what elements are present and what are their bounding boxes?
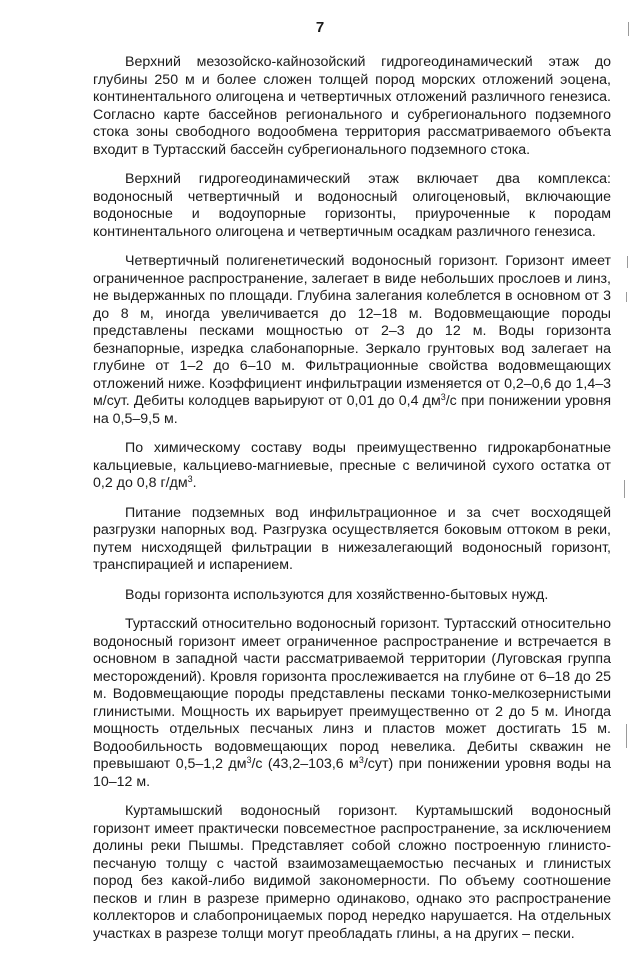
paragraph-text: Туртасский относительно водоносный горизонт. Туртасский относительно водоносный горизонт имеет ограниченное распространение и встречается в основном в западной части рассматриваемой территории (Луговская группа месторождений). Кровля горизонта прослеживается на глубине от 6–18 до 25 м. Водовмещающие породы представлены песками тонко-мелкозернистыми глинистыми. Мощность их варьирует преимущественно от 2 до 5 м. Иногда мощность отдельных песчаных линз и пластов может достигать 15 м. Водообильность водовмещающих пород невелика. Дебиты скважин не превышают 0,5–1,2 дм: [93, 616, 611, 772]
paragraph-text-tail: /с при понижении уровня на 0,5–9,5 м.: [93, 393, 611, 427]
paragraph-quaternary-horizon: [93, 253, 611, 428]
paragraph-text-tail: /сут) при понижении уровня воды на 10–12 м.: [93, 756, 611, 790]
paragraph-complexes: [93, 171, 611, 241]
scan-mark: [628, 22, 629, 36]
paragraph-turtas-horizon: [93, 616, 611, 791]
page-body: [93, 54, 611, 955]
scan-mark: [626, 724, 627, 748]
paragraph-text-mid: /с (43,2–103,6 м: [251, 756, 359, 772]
paragraph-text: Четвертичный полигенетический водоносный горизонт. Горизонт имеет ограниченное распространение, залегает в виде небольших прослоев и линз, не выдержанных по площади. Глубина залегания колеблется в основном от 3 до 8 м, иногда увеличивается до 12–18 м. Водовмещающие породы представлены песками мощностью от 2–3 до 12 м. Воды горизонта безнапорные, изредка слабонапорные. Зеркало грунтовых вод залегает на глубине от 1–2 до 6–10 м. Фильтрационные свойства водовмещающих отложений ниже. Коэффициент инфильтрации изменяется от 0,2–0,6 до 1,4–3 м/сут. Дебиты колодцев варьируют от 0,01 до 0,4 дм: [93, 253, 611, 409]
paragraph-upper-stage: [93, 54, 611, 159]
superscript: 3: [440, 392, 446, 402]
paragraph-text: Верхний мезозойско-кайнозойский гидрогеодинамический этаж до глубины 250 м и более сложен толщей пород морских отложений эоцена, континентального олигоцена и четвертичных отложений различного генезиса. Согласно карте бассейнов регионального и субрегионального подземного стока зоны свободного водообмена территория рассматриваемого объекта входит в Туртасский бассейн субрегионального подземного стока.: [93, 54, 611, 158]
scan-mark: [627, 256, 628, 268]
superscript: 3: [246, 755, 252, 765]
paragraph-text: Верхний гидрогеодинамический этаж включает два комплекса: водоносный четвертичный и водоносный олигоценовый, включающие водоносные и водоупорные горизонты, приуроченные к породам континентального олигоцена и четвертичным осадкам различного генезиса.: [93, 171, 611, 240]
paragraph-text: Питание подземных вод инфильтрационное и за счет восходящей разгрузки напорных вод. Разгрузка осуществляется боковым оттоком в реки, путем нисходящей фильтрации в нижезалегающий водоносный горизонт, транспирацией и испарением.: [93, 504, 611, 573]
page-number: 7: [315, 19, 325, 36]
paragraph-kurtamysh-horizon: [93, 803, 611, 943]
paragraph-text: Куртамышский водоносный горизонт. Куртамышский водоносный горизонт имеет практически повсеместное распространение, за исключением долины реки Пышмы. Представляет собой сложно построенную глинисто-песчаную толщу с частой взаимозамещаемостью песчаных и глинистых пород без какой-либо видимой закономерности. По объему соотношение песков и глин в разрезе примерно одинаково, однако это распространение коллекторов и слабопроницаемых пород нередко нарушается. На отдельных участках в разрезе толщи могут преобладать глины, а на других – пески.: [93, 803, 611, 942]
paragraph-text: По химическому составу воды преимущественно гидрокарбонатные кальциевые, кальциево-магниевые, пресные с величиной сухого остатка от 0,2 до 0,8 г/дм: [93, 440, 611, 491]
paragraph-chemistry: [93, 440, 611, 493]
paragraph-usage: [93, 587, 611, 605]
scan-mark: [626, 292, 627, 302]
paragraph-text: Воды горизонта используются для хозяйственно-бытовых нужд.: [125, 586, 549, 603]
superscript: 3: [187, 474, 193, 484]
scan-mark: [624, 480, 625, 498]
paragraph-text-tail: .: [192, 475, 197, 491]
superscript: 3: [358, 755, 364, 765]
paragraph-recharge: [93, 505, 611, 575]
